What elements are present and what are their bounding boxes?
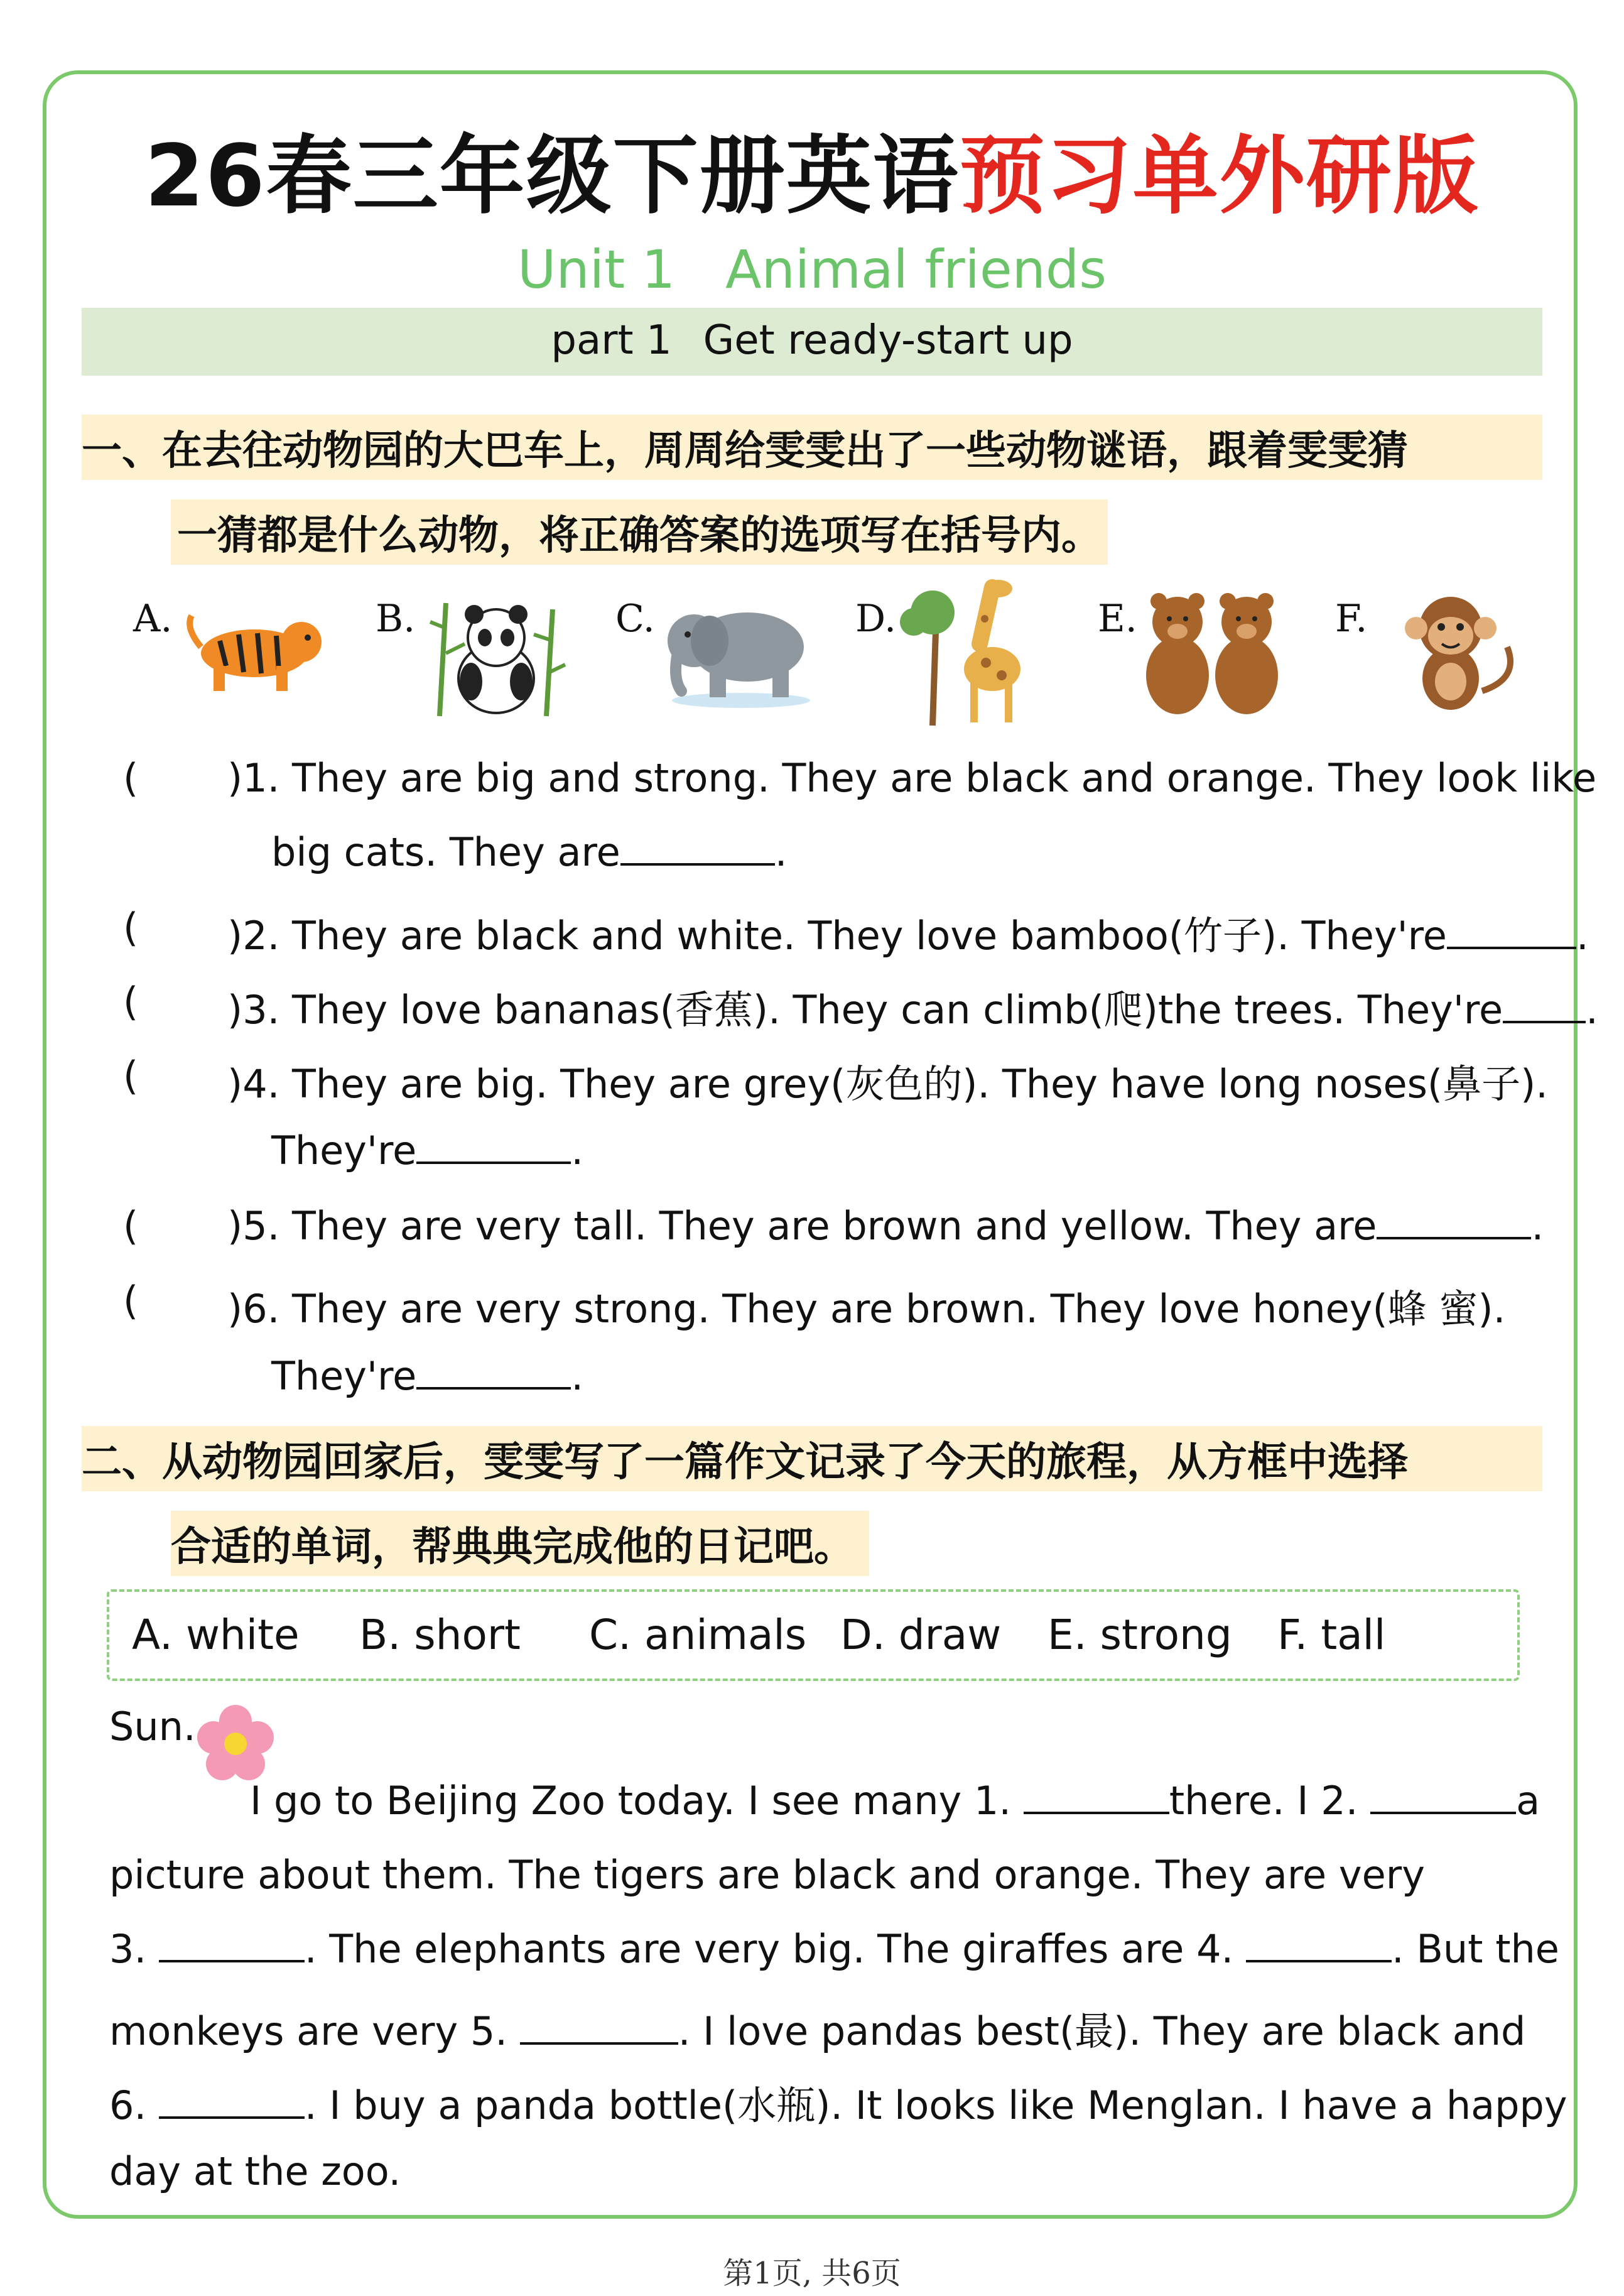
title-red: 预习单外研版 [959,127,1480,226]
option-letter-b: B. [376,597,416,641]
page-title [0,107,1624,230]
panda-icon [427,590,565,716]
answer-paren-5[interactable]: ( [123,1203,139,1249]
word-option-a: A. white [132,1611,300,1659]
answer-blank-q6[interactable] [416,1381,571,1390]
question-1-text: big cats. They are [271,829,620,875]
period: . [1531,1203,1544,1249]
question-1-line1: )1. They are big and strong. They are black and orange. They look like [227,755,1597,801]
option-letter-c: C. [615,597,655,641]
answer-paren-6[interactable]: ( [123,1278,139,1324]
diary-line-2: picture about them. The tigers are black and orange. They are very [109,1852,1425,1898]
diary-line-5 [109,2074,1567,2130]
diary-line-1 [250,1778,1540,1824]
question-2-text: )2. They are black and white. They love bamboo(竹子). They're [227,913,1447,959]
period: . [1576,913,1589,959]
option-letter-f: F. [1335,597,1368,641]
unit-number: Unit 1 [517,239,676,300]
question-5-text: )5. They are very tall. They are brown and yellow. They are [227,1203,1377,1249]
question-4-line1: )4. They are big. They are grey(灰色的). They have long noses(鼻子). [227,1061,1549,1107]
part-heading [82,317,1542,364]
diary-text: monkeys are very 5. [109,2008,508,2054]
question-1-line2 [271,829,787,875]
unit-name: Animal friends [725,239,1107,300]
diary-day: Sun. [109,1704,196,1749]
option-letter-e: E. [1098,597,1137,641]
question-6-line2 [271,1353,583,1399]
word-option-c: C. animals [589,1611,807,1659]
answer-blank-q2[interactable] [1447,940,1576,949]
section2-line1: 二、从动物园回家后，雯雯写了一篇作文记录了今天的旅程，从方框中选择 [82,1426,1542,1491]
unit-heading [0,239,1624,300]
question-4-text: They're [271,1128,417,1173]
diary-blank-6[interactable] [159,2110,305,2119]
giraffe-icon [904,575,1055,726]
diary-text: . The elephants are very big. The giraffes are 4. [304,1926,1234,1972]
question-2 [227,905,1589,960]
diary-blank-5[interactable] [520,2036,678,2045]
section1-line2: 一猜都是什么动物，将正确答案的选项写在括号内。 [171,499,1108,565]
diary-text: . But the [1391,1926,1559,1972]
diary-text: 6. [109,2082,147,2128]
answer-blank-q3[interactable] [1503,1015,1586,1023]
answer-blank-q4[interactable] [416,1155,571,1164]
diary-text: . I love pandas best(最). They are black and [678,2008,1526,2054]
diary-line-4 [109,2000,1525,2056]
word-option-d: D. draw [840,1611,1002,1659]
option-letter-d: D. [855,597,897,641]
diary-blank-1[interactable] [1024,1805,1169,1814]
diary-line-6: day at the zoo. [109,2148,401,2194]
question-6-text: They're [271,1353,417,1399]
option-letter-a: A. [133,597,173,641]
word-option-e: E. strong [1047,1611,1232,1659]
answer-paren-4[interactable]: ( [123,1053,139,1099]
period: . [571,1128,584,1173]
answer-blank-q1[interactable] [620,857,775,866]
answer-paren-1[interactable]: ( [123,755,139,801]
diary-text: . I buy a panda bottle(水瓶). It looks like Menglan. I have a happy [304,2082,1567,2128]
question-5 [227,1203,1544,1249]
word-option-f: F. tall [1277,1611,1386,1659]
part-name: Get ready-start up [703,317,1073,364]
period: . [774,829,788,875]
period: . [1586,987,1598,1033]
title-black: 26春三年级下册英语 [144,127,960,226]
question-3 [227,979,1598,1035]
question-4-line2 [271,1128,583,1173]
bears-icon [1137,587,1287,719]
tiger-icon [182,603,327,697]
period: . [571,1353,584,1399]
diary-line-3 [109,1926,1559,1972]
answer-blank-q5[interactable] [1377,1231,1531,1239]
diary-text: 3. [109,1926,147,1972]
question-6-line1: )6. They are very strong. They are brown. They love honey(蜂 蜜). [227,1286,1506,1332]
diary-blank-4[interactable] [1246,1954,1392,1962]
diary-text: I go to Beijing Zoo today. I see many 1. [250,1778,1012,1824]
flower-icon [196,1704,275,1783]
answer-paren-3[interactable]: ( [123,979,139,1025]
section2-line2: 合适的单词，帮典典完成他的日记吧。 [171,1511,869,1576]
part-number: part 1 [551,317,672,364]
answer-paren-2[interactable]: ( [123,905,139,950]
diary-text: a [1516,1778,1540,1824]
page-number: 第1页, 共6页 [723,2256,901,2291]
section1-line1: 一、在去往动物园的大巴车上，周周给雯雯出了一些动物谜语，跟着雯雯猜 [82,415,1542,480]
monkey-icon [1388,584,1520,722]
word-option-b: B. short [359,1611,521,1659]
diary-blank-2[interactable] [1370,1805,1516,1814]
question-3-text: )3. They love bananas(香蕉). They can climb(爬)the trees. They're [227,987,1503,1033]
diary-text: there. I 2. [1169,1778,1358,1824]
diary-blank-3[interactable] [159,1954,305,1962]
elephant-icon [659,597,816,710]
